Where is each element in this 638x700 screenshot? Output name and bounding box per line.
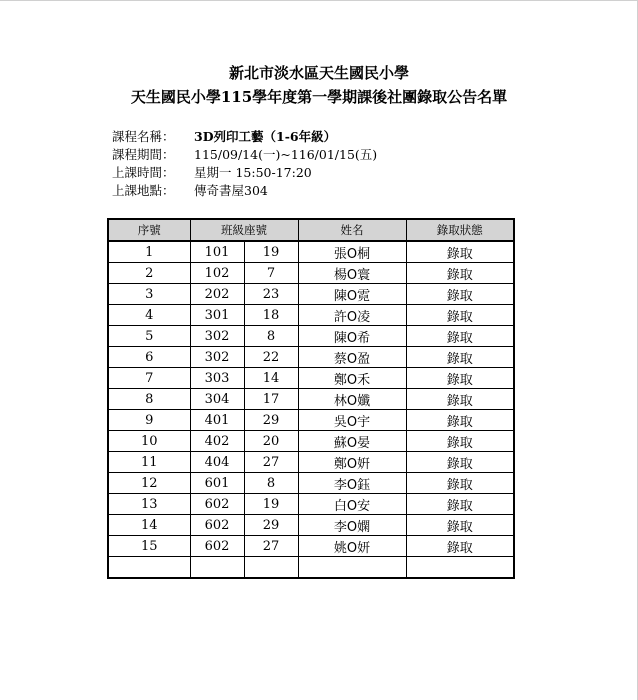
course-place-value: 傳奇書屋304: [194, 183, 268, 198]
table-row: [108, 347, 514, 368]
cell-seat: 29: [244, 515, 298, 536]
cell-seq: 13: [108, 494, 190, 515]
cell-name: 蔡O盈: [298, 347, 406, 368]
cell-name: 林O孅: [298, 389, 406, 410]
cell-status: 錄取: [406, 326, 514, 347]
course-info: [112, 128, 377, 200]
cell-name: 吳O宇: [298, 410, 406, 431]
course-period-value: 115/09/14(一)~116/01/15(五): [194, 147, 378, 162]
cell-seq: 5: [108, 326, 190, 347]
cell-seat: 29: [244, 410, 298, 431]
cell-name: 許O凌: [298, 305, 406, 326]
cell-status: 錄取: [406, 305, 514, 326]
cell-class: 202: [190, 284, 244, 305]
cell-class: 102: [190, 263, 244, 284]
cell-status: 錄取: [406, 368, 514, 389]
course-place-row: [112, 182, 377, 200]
cell-seat: 19: [244, 494, 298, 515]
cell-class: 302: [190, 347, 244, 368]
cell-name: 白O安: [298, 494, 406, 515]
cell-empty: [406, 557, 514, 579]
cell-class: 304: [190, 389, 244, 410]
course-name-value: 3D列印工藝（1-6年級）: [194, 129, 337, 144]
cell-seat: 20: [244, 431, 298, 452]
table-row: [108, 410, 514, 431]
cell-status: 錄取: [406, 473, 514, 494]
cell-seq: 14: [108, 515, 190, 536]
table-row: [108, 263, 514, 284]
cell-class: 601: [190, 473, 244, 494]
cell-name: 蘇O晏: [298, 431, 406, 452]
cell-seat: 19: [244, 241, 298, 263]
course-period-row: [112, 146, 377, 164]
table-header-row: [108, 219, 514, 241]
cell-status: 錄取: [406, 452, 514, 473]
header-status: 錄取狀態: [406, 219, 514, 241]
cell-seq: 8: [108, 389, 190, 410]
cell-class: 602: [190, 515, 244, 536]
cell-name: 陳O希: [298, 326, 406, 347]
cell-class: 602: [190, 536, 244, 557]
cell-status: 錄取: [406, 389, 514, 410]
cell-seq: 1: [108, 241, 190, 263]
cell-seq: 12: [108, 473, 190, 494]
course-place-label: 上課地點：: [112, 183, 175, 198]
table-row: [108, 515, 514, 536]
cell-seq: 15: [108, 536, 190, 557]
course-time-label: 上課時間：: [112, 165, 175, 180]
cell-name: 楊O寰: [298, 263, 406, 284]
cell-seq: 7: [108, 368, 190, 389]
table-row: [108, 536, 514, 557]
table-row: [108, 389, 514, 410]
cell-empty: [298, 557, 406, 579]
cell-status: 錄取: [406, 494, 514, 515]
table-row: [108, 368, 514, 389]
cell-name: 李O鈺: [298, 473, 406, 494]
table-row: [108, 305, 514, 326]
cell-class: 401: [190, 410, 244, 431]
table-row: [108, 241, 514, 263]
table-body: [108, 241, 514, 578]
table-row-empty: [108, 557, 514, 579]
cell-name: 張O桐: [298, 241, 406, 263]
table-row: [108, 494, 514, 515]
cell-class: 301: [190, 305, 244, 326]
cell-status: 錄取: [406, 410, 514, 431]
table-row: [108, 284, 514, 305]
table-row: [108, 473, 514, 494]
page-border-top: [0, 0, 638, 1]
cell-seat: 14: [244, 368, 298, 389]
cell-seat: 17: [244, 389, 298, 410]
cell-status: 錄取: [406, 515, 514, 536]
header-seq: 序號: [108, 219, 190, 241]
course-time-value: 星期一 15:50-17:20: [194, 165, 312, 180]
cell-name: 陳O霓: [298, 284, 406, 305]
course-name-label: 課程名稱：: [112, 129, 175, 144]
cell-status: 錄取: [406, 284, 514, 305]
cell-seat: 7: [244, 263, 298, 284]
cell-seat: 18: [244, 305, 298, 326]
cell-seq: 2: [108, 263, 190, 284]
admission-table: [107, 218, 515, 579]
cell-status: 錄取: [406, 431, 514, 452]
table-row: [108, 326, 514, 347]
school-title: 新北市淡水區天生國民小學: [228, 64, 409, 82]
cell-seat: 8: [244, 326, 298, 347]
cell-class: 402: [190, 431, 244, 452]
cell-empty: [244, 557, 298, 579]
cell-class: 303: [190, 368, 244, 389]
cell-seat: 8: [244, 473, 298, 494]
cell-seq: 10: [108, 431, 190, 452]
cell-seat: 22: [244, 347, 298, 368]
cell-seq: 6: [108, 347, 190, 368]
cell-status: 錄取: [406, 241, 514, 263]
cell-status: 錄取: [406, 536, 514, 557]
cell-seq: 9: [108, 410, 190, 431]
course-time-row: [112, 164, 377, 182]
cell-class: 101: [190, 241, 244, 263]
cell-seq: 3: [108, 284, 190, 305]
cell-name: 鄭O禾: [298, 368, 406, 389]
cell-seq: 11: [108, 452, 190, 473]
cell-name: 李O嫻: [298, 515, 406, 536]
course-name-row: [112, 128, 377, 146]
cell-name: 姚O妍: [298, 536, 406, 557]
cell-class: 602: [190, 494, 244, 515]
table-row: [108, 452, 514, 473]
cell-seat: 27: [244, 536, 298, 557]
notice-title: 天生國民小學115學年度第一學期課後社團錄取公告名單: [130, 88, 508, 106]
header-class-seat: 班級座號: [190, 219, 298, 241]
cell-class: 404: [190, 452, 244, 473]
cell-name: 鄭O姸: [298, 452, 406, 473]
cell-class: 302: [190, 326, 244, 347]
cell-empty: [108, 557, 190, 579]
cell-status: 錄取: [406, 263, 514, 284]
table-row: [108, 431, 514, 452]
cell-seq: 4: [108, 305, 190, 326]
header-name: 姓名: [298, 219, 406, 241]
course-period-label: 課程期間：: [112, 147, 175, 162]
cell-status: 錄取: [406, 347, 514, 368]
cell-empty: [190, 557, 244, 579]
cell-seat: 23: [244, 284, 298, 305]
cell-seat: 27: [244, 452, 298, 473]
